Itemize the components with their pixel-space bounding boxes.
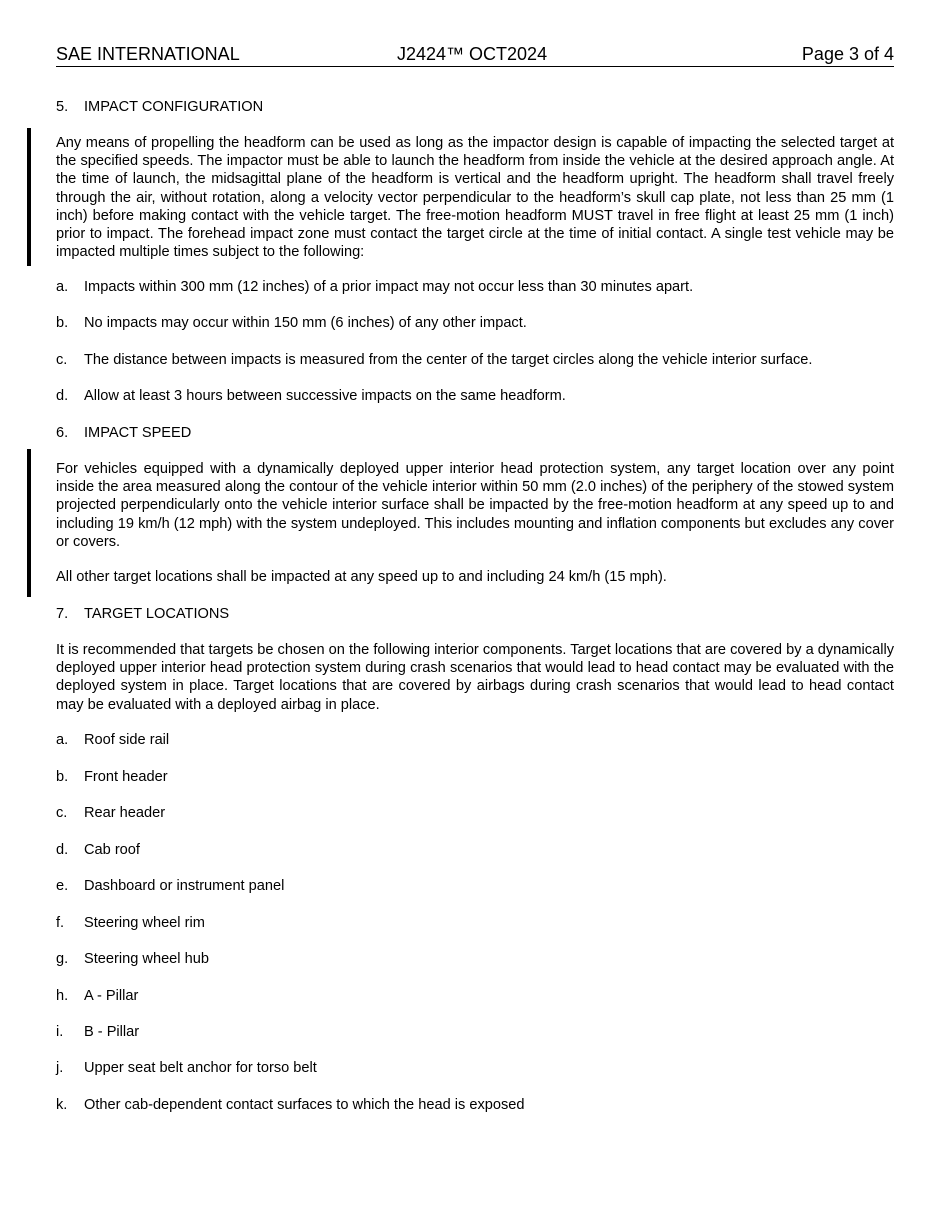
list-item-text: A - Pillar: [84, 988, 139, 1004]
list-item-text: Rear header: [84, 805, 166, 821]
list-item-letter: b.: [56, 315, 69, 331]
header-org: SAE INTERNATIONAL: [56, 44, 240, 64]
list-item-text: No impacts may occur within 150 mm (6 inches) of any other impact.: [84, 315, 527, 331]
list-item-text: Upper seat belt anchor for torso belt: [84, 1060, 317, 1076]
list-item-letter: e.: [56, 878, 69, 894]
list-item-text: Other cab-dependent contact surfaces to which the head is exposed: [84, 1097, 525, 1113]
section-number: 5.: [56, 99, 69, 115]
section-7-heading: [56, 605, 229, 623]
list-item: [56, 731, 894, 749]
section-5-body: Any means of propelling the headform can be used as long as the impactor design is capable of impacting the selected target at the specified speeds. The impactor must be able to launch the headform from inside the vehicle at the desired approach angle. At the time of launch, the midsagittal plane of the headform is vertical and the headform upright. The headform shall travel freely through the air, without rotation, along a velocity vector perpendicular to the headform’s skull cap plate, not less than 25 mm (1 inch) before making contact with the vehicle target. The free-motion headform MUST travel in free flight at least 25 mm (1 inch) prior to impact. The forehead impact zone must contact the target circle at the time of initial contact. A single test vehicle may be impacted multiple times subject to the following:: [56, 135, 894, 261]
list-item: [56, 987, 894, 1005]
list-item: [56, 278, 894, 296]
list-item: [56, 804, 894, 822]
list-item-letter: d.: [56, 842, 69, 858]
list-item-text: Dashboard or instrument panel: [84, 878, 285, 894]
section-5-heading: [56, 98, 263, 116]
list-item-text: Allow at least 3 hours between successive impacts on the same headform.: [84, 388, 566, 404]
change-bar-section-6: [27, 449, 31, 597]
header-page-number: Page 3 of 4: [801, 44, 894, 64]
header-doc-id: J2424™ OCT2024: [397, 44, 548, 64]
list-item: [56, 314, 894, 332]
list-item: [56, 841, 894, 859]
list-item: [56, 877, 894, 895]
change-bar-section-5: [27, 128, 31, 266]
section-6-heading: [56, 424, 191, 442]
list-item-text: The distance between impacts is measured from the center of the target circles along the vehicle interior surface.: [84, 352, 813, 368]
section-number: 6.: [56, 425, 69, 441]
section-6-body-2: All other target locations shall be impacted at any speed up to and including 24 km/h (15 mph).: [56, 569, 667, 585]
list-item-letter: c.: [56, 805, 68, 821]
section-title: TARGET LOCATIONS: [84, 606, 230, 622]
list-item-text: Roof side rail: [84, 732, 170, 748]
list-item: [56, 768, 894, 786]
list-item-letter: k.: [56, 1097, 68, 1113]
section-number: 7.: [56, 606, 69, 622]
list-item-text: Front header: [84, 769, 168, 785]
section-6-body: For vehicles equipped with a dynamically deployed upper interior head protection system, any target location over any point inside the area measured along the contour of the vehicle interior within 50 mm (2.0 inches) of the periphery of the stowed system projected perpendicularly onto the vehicle interior surface shall be impacted by the free-motion headform at any speed up to and including 19 km/h (12 mph) with the system undeployed. This includes mounting and inflation components but excludes any cover or covers.: [56, 461, 894, 550]
list-item-text: B - Pillar: [84, 1024, 140, 1040]
list-item-letter: d.: [56, 388, 69, 404]
section-title: IMPACT SPEED: [84, 425, 192, 441]
document-page: [56, 0, 894, 1230]
list-item: [56, 950, 894, 968]
list-item-text: Steering wheel hub: [84, 951, 209, 967]
running-header: [56, 44, 894, 67]
section-7-body: It is recommended that targets be chosen on the following interior components. Target locations that are covered by a dynamically deployed upper interior head protection system during crash scenarios that would lead to head contact may be evaluated with the deployed system in place. Target locations that are covered by airbags during crash scenarios that would lead to head contact may be evaluated with a deployed airbag in place.: [56, 642, 894, 713]
list-item-letter: f.: [56, 915, 65, 931]
list-item: [56, 387, 894, 405]
list-item-text: Impacts within 300 mm (12 inches) of a prior impact may not occur less than 30 minutes apart.: [84, 279, 694, 295]
list-item: [56, 1059, 894, 1077]
list-item-letter: i.: [56, 1024, 64, 1040]
list-item-letter: h.: [56, 988, 69, 1004]
list-item-text: Steering wheel rim: [84, 915, 205, 931]
list-item-letter: a.: [56, 279, 69, 295]
list-item-letter: c.: [56, 352, 68, 368]
list-item: [56, 914, 894, 932]
list-item-text: Cab roof: [84, 842, 140, 858]
list-item: [56, 351, 894, 369]
list-item: [56, 1023, 894, 1041]
list-item-letter: a.: [56, 732, 69, 748]
section-title: IMPACT CONFIGURATION: [84, 99, 264, 115]
list-item-letter: g.: [56, 951, 69, 967]
list-item-letter: j.: [56, 1060, 64, 1076]
list-item: [56, 1096, 894, 1114]
list-item-letter: b.: [56, 769, 69, 785]
